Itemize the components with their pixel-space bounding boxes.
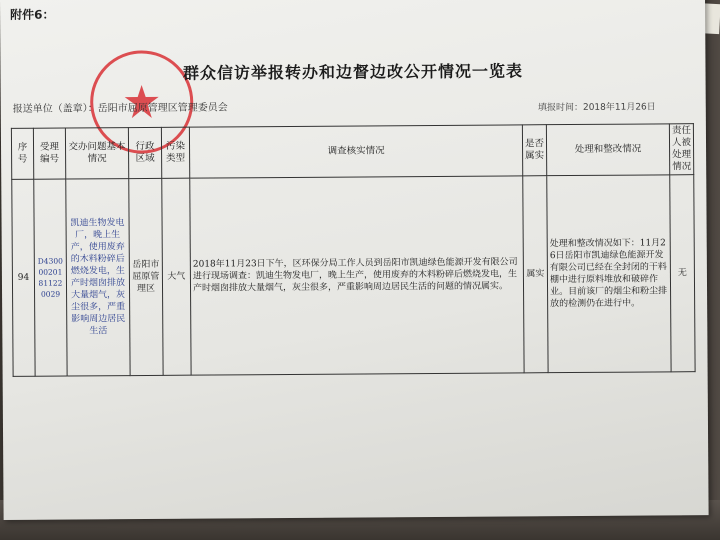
case-id: D430000201811220029 xyxy=(34,179,67,376)
column-header: 调查核实情况 xyxy=(189,125,522,178)
column-header: 序号 xyxy=(11,128,33,179)
table-header-row xyxy=(11,124,693,180)
document-title: 群众信访举报转办和边督边改公开情况一览表 xyxy=(182,61,524,83)
column-header: 交办问题基本情况 xyxy=(65,128,128,179)
column-header: 是否属实 xyxy=(522,125,546,176)
column-header: 责任人被处理情况 xyxy=(669,124,693,175)
issue-description: 凯迪生物发电厂，晚上生产，使用废弃的木料粉碎后燃烧发电，生产时烟囱排放大量烟气，灰尘很多，严重影响周边居民生活 xyxy=(66,179,130,376)
report-table xyxy=(11,123,696,377)
reporting-unit xyxy=(13,98,228,115)
handling-details: 处理和整改情况如下：11月26日岳阳市凯迪绿色能源开发有限公司已经在全封闭的干料棚中进行原料堆放和破碎作业。目前该厂的烟尘和粉尘排放的检测仍在进行中。 xyxy=(547,175,671,373)
investigation-details: 2018年11月23日下午，区环保分局工作人员到岳阳市凯迪绿色能源开发有限公司进行现场调查：凯迪生物发电厂，晚上生产，使用废弃的木料粉碎后燃烧发电，生产时烟囱排放大量烟气，灰尘很多，严重影响周边居民生活的问题的情况属实。 xyxy=(190,176,524,375)
accountability: 无 xyxy=(670,175,695,372)
column-header: 污染类型 xyxy=(161,127,189,178)
attachment-label: 附件6： xyxy=(10,7,55,22)
column-header: 处理和整改情况 xyxy=(546,124,669,176)
administrative-region: 岳阳市屈原管理区 xyxy=(129,178,163,375)
unit-label: 报送单位（盖章）： xyxy=(12,103,98,115)
column-header: 受理编号 xyxy=(33,128,65,179)
fill-date: 填报时间：2018年11月26日 xyxy=(537,102,656,114)
table-row xyxy=(12,175,695,377)
verified-status: 属实 xyxy=(523,176,548,373)
row-number: 94 xyxy=(12,179,35,376)
unit-name: 岳阳市屈原管理区管理委员会 xyxy=(97,102,228,115)
pollution-type: 大气 xyxy=(162,178,191,375)
column-header: 行政区域 xyxy=(128,127,161,178)
